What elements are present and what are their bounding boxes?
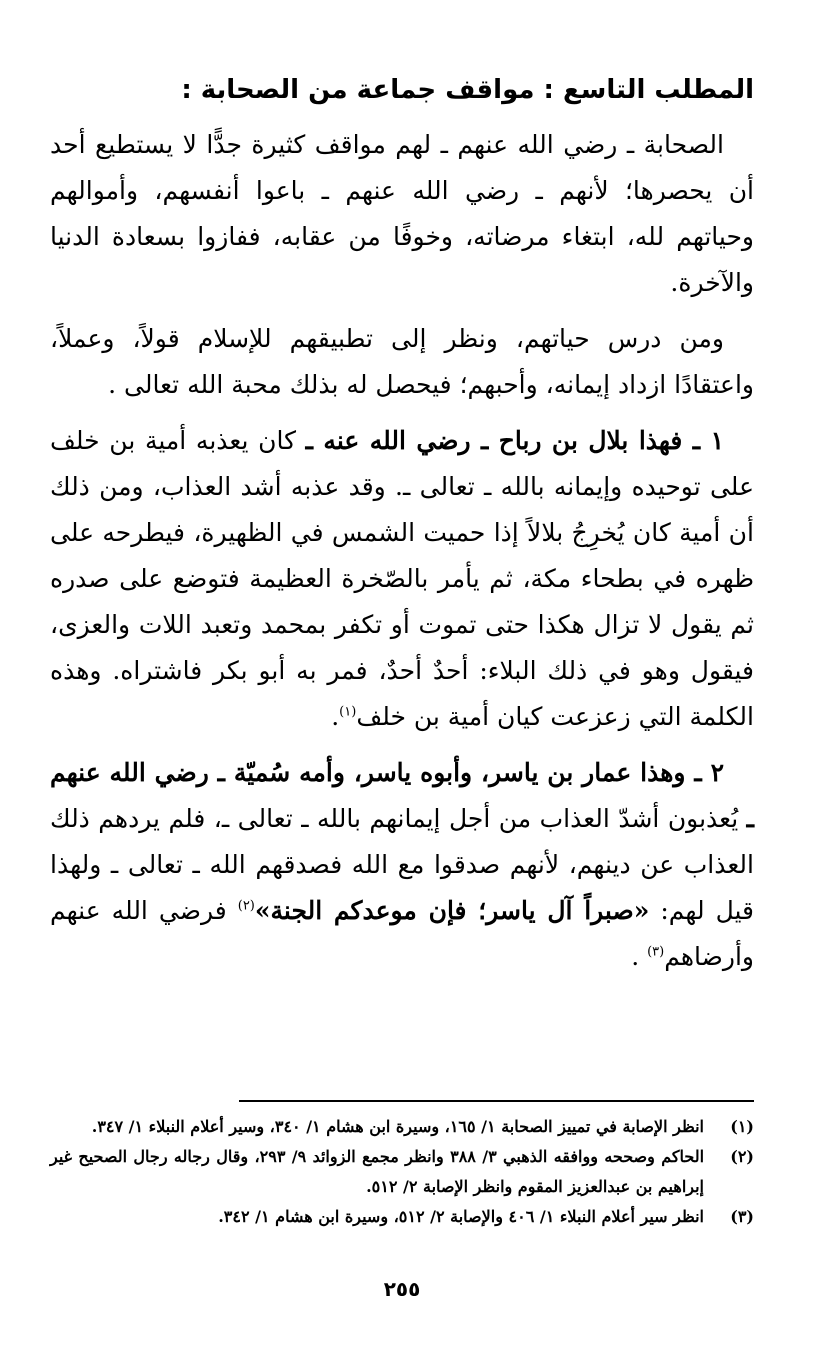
footnote-item [50, 1202, 754, 1232]
paragraph-ammar [50, 750, 754, 980]
paragraph-study-lives: ومن درس حياتهم، ونظر إلى تطبيقهم للإسلام قولاً، وعملاً، واعتقادًا ازداد إيمانه، وأحبهم؛ فيحصل له بذلك محبة الله تعالى . [50, 324, 754, 399]
ammar-end-punct: . [631, 942, 648, 971]
paragraph-companions-intro: الصحابة ـ رضي الله عنهم ـ لهم مواقف كثيرة جدًّا لا يستطيع أحد أن يحصرها؛ لأنهم ـ رضي الله عنهم ـ باعوا أنفسهم، وأموالهم وحياتهم لله، ابتغاء مرضاته، وخوفًا من عقابه، ففازوا بسعادة الدنيا والآخرة. [50, 130, 754, 297]
bilal-body-text: كان يعذبه أمية بن خلف على توحيده وإيمانه بالله ـ تعالى ـ. وقد عذبه أشد العذاب، ومن ذلك أن أمية كان يُخرِجُ بلالاً إذا حميت الشمس في الظهيرة، فيطرحه على ظهره في بطحاء مكة، ثم يأمر بالصّخرة العظيمة فتوضع على صدره ثم يقول لا تزال هكذا حتى تموت أو تكفر بمحمد وتعبد اللات والعزى، فيقول وهو في ذلك البلاء: أحدٌ أحدٌ، فمر به أبو بكر فاشتراه. وهذه الكلمة التي زعزعت كيان أمية بن خلف [50, 426, 754, 731]
footnote-number: (١) [730, 1117, 754, 1136]
footnote-number: (٣) [730, 1207, 754, 1226]
footnote-divider [239, 1100, 754, 1102]
paragraph-bilal [50, 418, 754, 740]
ammar-lead-text: ٢ ـ وهذا عمار بن ياسر، وأبوه ياسر، وأمه سُميّة ـ رضي الله عنهم ـ [50, 758, 754, 833]
ammar-quote-text: «صبراً آل ياسر؛ فإن موعدكم الجنة» [254, 896, 650, 925]
footnote-text: انظر سير أعلام النبلاء ١/ ٤٠٦ والإصابة ٢/ ٥١٢، وسيرة ابن هشام ١/ ٣٤٢. [218, 1207, 704, 1226]
footnote-item [50, 1112, 754, 1142]
footnote-ref-3: (٣) [647, 944, 665, 960]
bilal-end-punct: . [331, 702, 340, 731]
footnotes [50, 1112, 754, 1232]
footnote-text: الحاكم وصححه ووافقه الذهبي ٣/ ٣٨٨ وانظر مجمع الزوائد ٩/ ٢٩٣، وقال رجاله رجال الصحيح غير إبراهيم بن عبدالعزيز المقوم وانظر الإصابة ٢/ ٥١٢. [50, 1147, 705, 1196]
page-body [50, 62, 754, 1347]
footnote-text: انظر الإصابة في تمييز الصحابة ١/ ١٦٥، وسيرة ابن هشام ١/ ٣٤٠، وسير أعلام النبلاء ١/ ٣٤٧. [91, 1117, 704, 1136]
footnote-ref-1: (١) [339, 704, 357, 720]
page-number: ٢٥٥ [383, 1277, 421, 1301]
bilal-lead-text: ١ ـ فهذا بلال بن رباح ـ رضي الله عنه ـ [305, 426, 724, 455]
ammar-tail-text: فرضي الله عنهم وأرضاهم [50, 896, 754, 971]
footnote-number: (٢) [730, 1147, 754, 1166]
section-heading: المطلب التاسع : مواقف جماعة من الصحابة : [181, 75, 754, 105]
footnote-ref-2: (٢) [237, 898, 255, 914]
ammar-body-text: يُعذبون أشدّ العذاب من أجل إيمانهم بالله ـ تعالى ـ، فلم يردهم ذلك العذاب عن دينهم، لأنهم صدقوا مع الله فصدقهم الله ـ تعالى ـ ولهذا قيل لهم: [50, 804, 755, 925]
footnote-item [50, 1142, 754, 1202]
